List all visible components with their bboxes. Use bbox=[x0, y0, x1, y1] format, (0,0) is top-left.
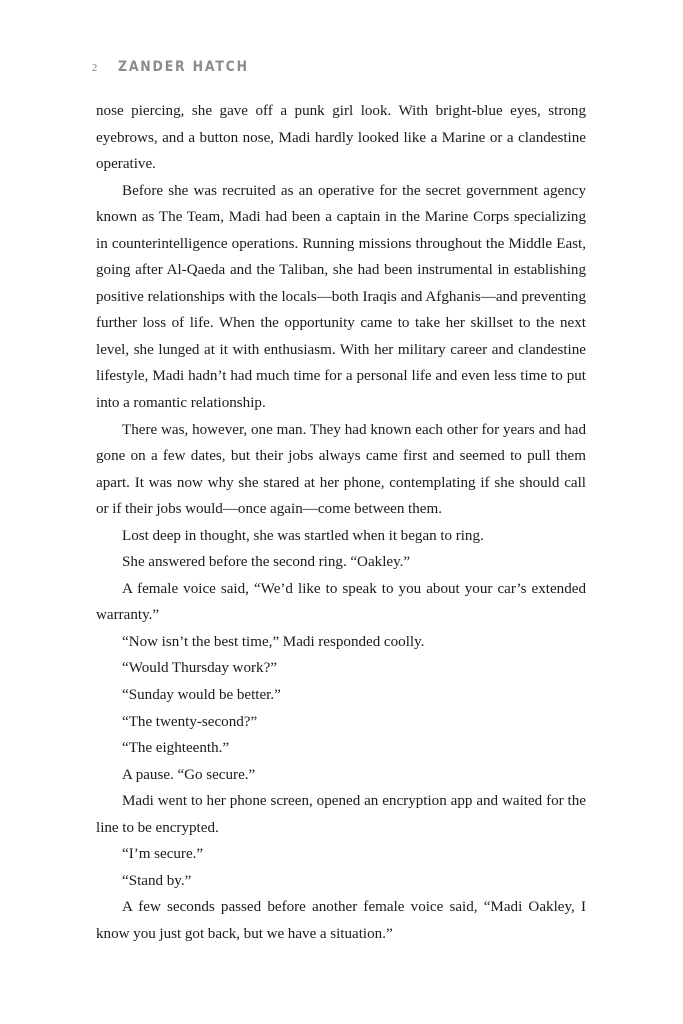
paragraph: “The twenty-second?” bbox=[122, 713, 258, 730]
paragraph: “Sunday would be better.” bbox=[122, 687, 281, 704]
paragraph: nose piercing, she gave off a punk girl look. With bright-blue eyes, strong eyebrows, and a button nose, Madi hardly looked like a Marine or a clandestine operative. bbox=[96, 103, 586, 173]
paragraph: She answered before the second ring. “Oakley.” bbox=[122, 554, 411, 571]
page-number: 2 bbox=[92, 63, 98, 74]
paragraph: A female voice said, “We’d like to speak to you about your car’s extended warranty.” bbox=[96, 580, 586, 624]
paragraph: There was, however, one man. They had known each other for years and had gone on a few dates, but their jobs always came first and seemed to pull them apart. It was now why she stared at her phone, contemplating if she should call or if their jobs would—once again—come between them. bbox=[96, 421, 586, 518]
paragraph: “Now isn’t the best time,” Madi responded coolly. bbox=[122, 633, 425, 650]
paragraph: “The eighteenth.” bbox=[122, 740, 230, 757]
paragraph: “Stand by.” bbox=[122, 872, 192, 889]
book-title: ZANDER HATCH bbox=[118, 59, 249, 75]
paragraph: “Would Thursday work?” bbox=[122, 660, 277, 677]
paragraph: A few seconds passed before another female voice said, “Madi Oakley, I know you just got back, but we have a situation.” bbox=[96, 899, 586, 942]
paragraph: Before she was recruited as an operative for the secret government agency known as The Team, Madi had been a captain in the Marine Corps specializing in counterintelligence operations. Running missions throughout the Middle East, going after Al-Qaeda and the Taliban, she had been instrumental in establishing positive relationships with the locals—both Iraqis and Afghanis—and preventing further loss of life. When the opportunity came to take her skillset to the next level, she lunged at it with enthusiasm. With her military career and clandestine lifestyle, Madi hadn’t had much time for a personal life and even less time to put into a romantic relationship. bbox=[96, 182, 586, 412]
running-head bbox=[92, 60, 586, 82]
paragraph: Madi went to her phone screen, opened an encryption app and waited for the line to be encrypted. bbox=[96, 793, 586, 836]
paragraph: Lost deep in thought, she was startled when it began to ring. bbox=[122, 527, 484, 544]
paragraph: “I’m secure.” bbox=[122, 846, 204, 863]
paragraph: A pause. “Go secure.” bbox=[122, 766, 256, 783]
body-text bbox=[96, 98, 586, 948]
